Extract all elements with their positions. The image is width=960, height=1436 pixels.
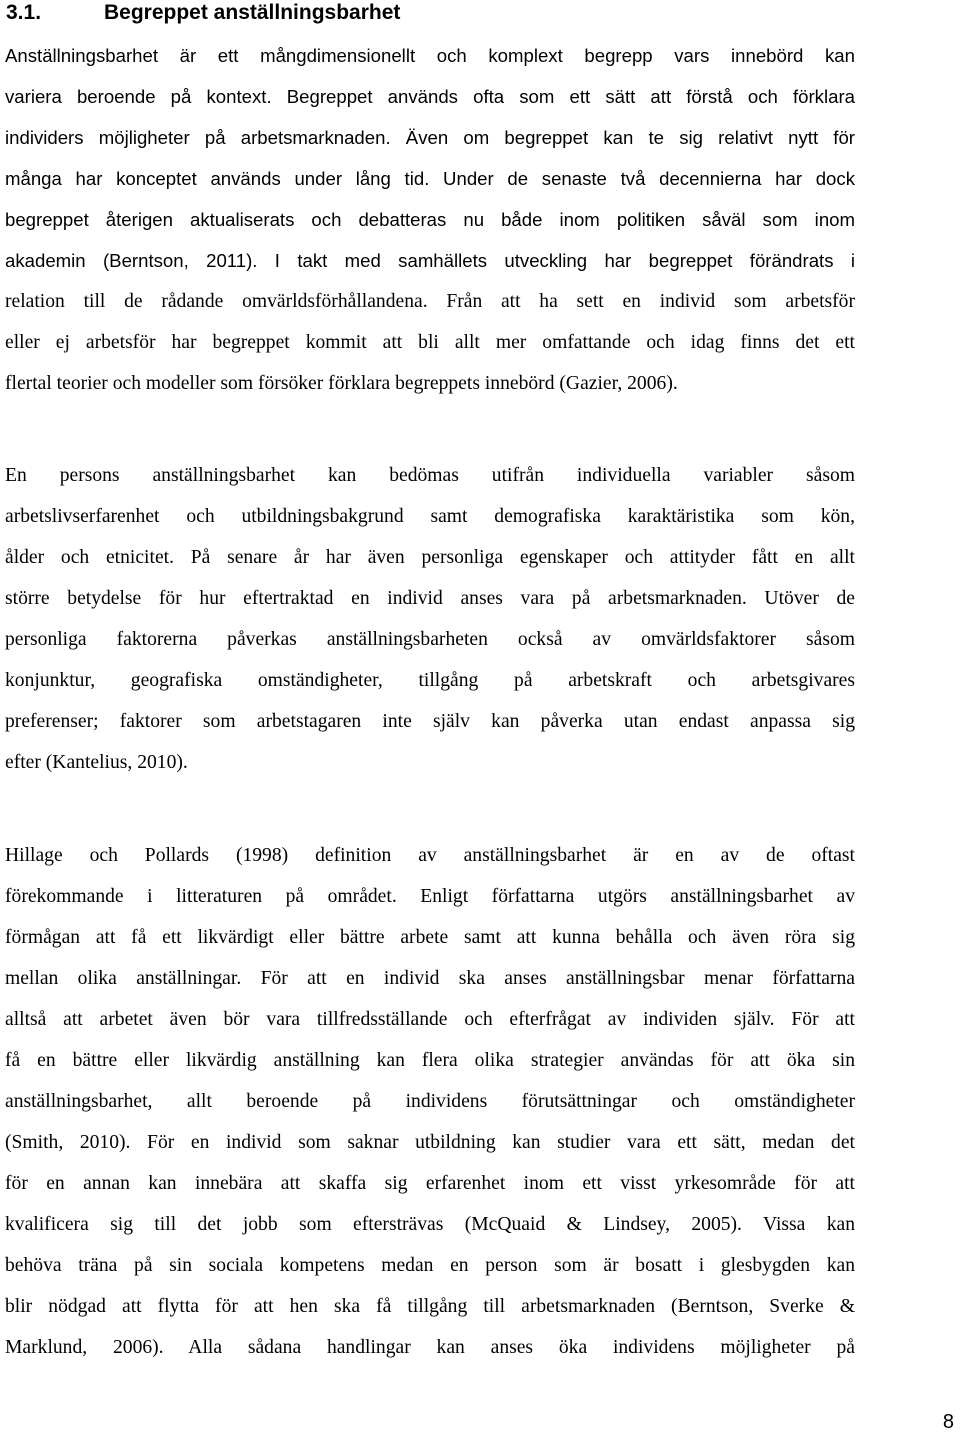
paragraph-1	[5, 35, 855, 404]
text-line: flertal teorier och modeller som försöker förklara begreppets innebörd (Gazier, 2006).	[5, 373, 678, 394]
text-line: alltså att arbetet även bör vara tillfredsställande och efterfrågat av individen själv. För att	[5, 1009, 855, 1030]
text-line: förmågan att få ett likvärdigt eller bättre arbete samt att kunna behålla och även röra sig	[5, 927, 855, 948]
text-line: blir nödgad att flytta för att hen ska få tillgång till arbetsmarknaden (Berntson, Sverke &	[5, 1296, 855, 1317]
paragraph-3	[5, 835, 855, 1368]
section-heading	[6, 0, 400, 27]
text-line: individers möjligheter på arbetsmarknaden. Även om begreppet kan te sig relativt nytt för	[5, 127, 855, 148]
paragraph-2	[5, 455, 855, 783]
text-line: få en bättre eller likvärdig anställning kan flera olika strategier användas för att öka sin	[5, 1050, 855, 1071]
text-line: behöva träna på sin sociala kompetens medan en person som är bosatt i glesbygden kan	[5, 1255, 855, 1276]
text-line: begreppet återigen aktualiserats och debatteras nu både inom politiken såväl som inom	[5, 209, 855, 230]
text-line: många har konceptet används under lång tid. Under de senaste två decennierna har dock	[5, 168, 855, 189]
section-number: 3.1.	[6, 1, 42, 24]
text-line: för en annan kan innebära att skaffa sig erfarenhet inom ett visst yrkesområde för att	[5, 1173, 855, 1194]
text-line: anställningsbarhet, allt beroende på individens förutsättningar och omständigheter	[5, 1091, 855, 1112]
text-line: (Smith, 2010). För en individ som saknar utbildning kan studier vara ett sätt, medan det	[5, 1132, 855, 1153]
text-line: mellan olika anställningar. För att en individ ska anses anställningsbar menar författarna	[5, 968, 855, 989]
text-line: större betydelse för hur eftertraktad en individ anses vara på arbetsmarknaden. Utöver de	[5, 588, 855, 609]
text-line: arbetslivserfarenhet och utbildningsbakgrund samt demografiska karaktäristika som kön,	[5, 506, 855, 527]
text-line: personliga faktorerna påverkas anställningsbarheten också av omvärldsfaktorer såsom	[5, 629, 855, 650]
text-line: förekommande i litteraturen på området. Enligt författarna utgörs anställningsbarhet av	[5, 886, 855, 907]
text-line: akademin (Berntson, 2011). I takt med samhällets utveckling har begreppet förändrats i	[5, 250, 855, 271]
text-line: preferenser; faktorer som arbetstagaren inte själv kan påverka utan endast anpassa sig	[5, 711, 855, 732]
text-line: konjunktur, geografiska omständigheter, tillgång på arbetskraft och arbetsgivares	[5, 670, 855, 691]
text-line: En persons anställningsbarhet kan bedömas utifrån individuella variabler såsom	[5, 465, 855, 486]
text-line: Marklund, 2006). Alla sådana handlingar kan anses öka individens möjligheter på	[5, 1337, 855, 1358]
text-line: eller ej arbetsför har begreppet kommit att bli allt mer omfattande och idag finns det ett	[5, 332, 855, 353]
text-line: Hillage och Pollards (1998) definition av anställningsbarhet är en av de oftast	[5, 845, 855, 866]
text-line: variera beroende på kontext. Begreppet används ofta som ett sätt att förstå och förklara	[5, 86, 855, 107]
text-line: ålder och etnicitet. På senare år har även personliga egenskaper och attityder fått en allt	[5, 547, 855, 568]
page-number: 8	[942, 1411, 954, 1433]
text-line: kvalificera sig till det jobb som eftersträvas (McQuaid & Lindsey, 2005). Vissa kan	[5, 1214, 855, 1235]
text-line: Anställningsbarhet är ett mångdimensionellt och komplext begrepp vars innebörd kan	[5, 45, 855, 66]
text-line: efter (Kantelius, 2010).	[5, 752, 188, 773]
section-title: Begreppet anställningsbarhet	[104, 1, 401, 24]
text-line: relation till de rådande omvärldsförhållandena. Från att ha sett en individ som arbetsför	[5, 291, 855, 312]
